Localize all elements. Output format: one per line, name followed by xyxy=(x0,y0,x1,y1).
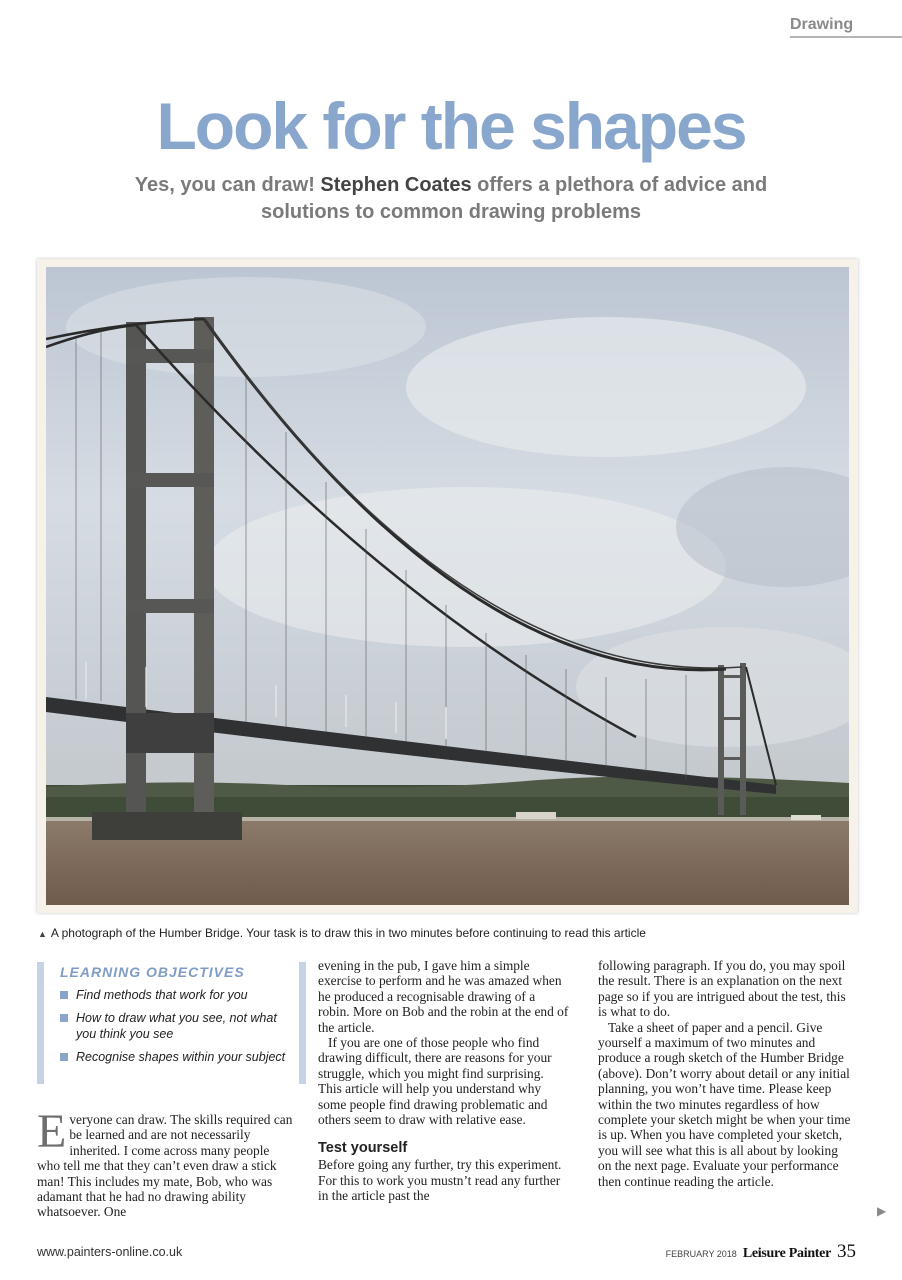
section-label: Drawing xyxy=(790,16,902,38)
footer-folio xyxy=(666,1241,856,1263)
body-paragraph: following paragraph. If you do, you may spoil the result. There is an explanation on the next page so if you are intrigued about the test, this is what to do. xyxy=(598,958,846,1020)
pier-base xyxy=(92,812,242,840)
standfirst-rest: offers a plethora of advice and solutions to common drawing problems xyxy=(260,174,768,223)
objective-item: Recognise shapes within your subject xyxy=(60,1049,290,1065)
body-paragraph: evening in the pub, I gave him a simple exercise to perform and he was amazed when he produced a recognisable drawing of a robin. More on Bob and the robin at the end of the article. xyxy=(318,958,569,1035)
body-paragraph: If you are one of those people who find drawing difficult, there are reasons for your struggle, which you might find surprising. This article will help you understand why some people find drawing problematic and others seem to draw with relative ease. xyxy=(318,1035,552,1128)
author-name: Stephen Coates xyxy=(320,174,472,196)
objective-item: Find methods that work for you xyxy=(60,987,290,1003)
page-number: 35 xyxy=(837,1241,856,1262)
objectives-list xyxy=(60,987,290,1072)
drop-cap: E xyxy=(37,1105,67,1158)
standfirst xyxy=(120,172,782,226)
body-column-3 xyxy=(598,958,852,1189)
far-tower-right-leg xyxy=(740,663,746,815)
learning-objectives-box xyxy=(37,962,306,1084)
humber-bridge-photo xyxy=(46,267,849,905)
square-bullet-icon xyxy=(60,991,68,999)
caption-text: A photograph of the Humber Bridge. Your task is to draw this in two minutes before continuing to read this article xyxy=(50,926,646,940)
objective-item: How to draw what you see, not what you think you see xyxy=(60,1010,290,1042)
square-bullet-icon xyxy=(60,1014,68,1022)
square-bullet-icon xyxy=(60,1053,68,1061)
body-column-1 xyxy=(37,1105,294,1220)
objectives-title: LEARNING OBJECTIVES xyxy=(60,964,245,980)
footer-url: www.painters-online.co.uk xyxy=(37,1245,183,1259)
body-paragraph: Take a sheet of paper and a pencil. Give yourself a maximum of two minutes and produce a rough sketch of the Humber Bridge (above). Don’t worry about detail or any initial planning, you won’t have time. Please keep within the two minutes regardless of how complete your sketch might be when your time is up. When you have completed your sketch, you will see what this is all about by looking on the next page. Evaluate your performance then continue reading the article. xyxy=(598,1019,851,1189)
subheading-test-yourself: Test yourself xyxy=(318,1140,408,1157)
standfirst-lead: Yes, you can draw! xyxy=(134,174,321,196)
magazine-name: Leisure Painter xyxy=(742,1246,831,1261)
body-paragraph: Everyone can draw. The skills required can be learned and are not necessarily inherited. I come across many people who tell me that they can’t even draw a stick man! This includes my mate, Bob, who was adamant that he had no drawing ability whatsoever. One xyxy=(37,1105,293,1220)
body-paragraph: Before going any further, try this experiment. For this to work you mustn’t read any further in the article past the xyxy=(318,1157,562,1204)
triangle-up-icon: ▲ xyxy=(38,929,47,939)
article-headline: Look for the shapes xyxy=(156,89,746,163)
body-column-2 xyxy=(318,958,570,1204)
issue-date: FEBRUARY 2018 xyxy=(665,1249,737,1259)
photo-caption xyxy=(38,926,878,940)
photo-frame xyxy=(37,259,858,913)
continue-arrow-icon: ▶ xyxy=(877,1204,887,1218)
far-tower-left-leg xyxy=(718,665,724,815)
